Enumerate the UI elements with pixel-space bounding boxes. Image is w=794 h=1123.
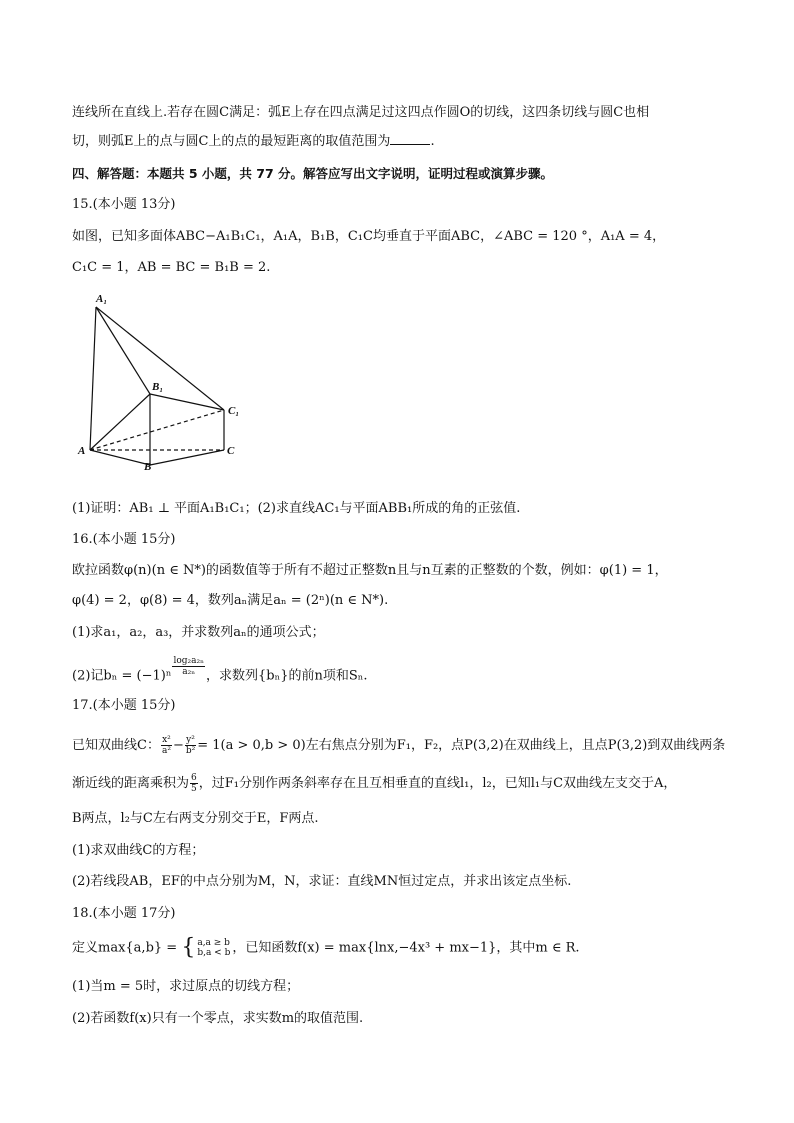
q17-frac-six-fifths <box>190 773 198 794</box>
q16-part-2 <box>72 656 732 685</box>
q17-line-1: 已知双曲线C： $\frac{\text{x²}}{\text{a²}}$ − $\frac{\text{y²}}{\text{b²}}$ = 1(a > 0,b > 0)左右焦点分别为F₁，F₂，点P(3,2)在双曲线上，且点P(3,2)到双曲线两条 <box>72 735 726 756</box>
edge-b1-c1 <box>150 394 224 410</box>
edge-a1-b1 <box>96 307 150 394</box>
q17-frac-five: 5 <box>191 784 197 794</box>
q16-frac-num: log₂a₂ₙ <box>173 656 204 666</box>
q17-part-2: (2)若线段AB，EF的中点分别为M，N，求证：直线MN恒过定点，并求出该定点坐标. <box>72 874 572 889</box>
q18-brace: { <box>181 935 196 960</box>
q17-frac-x-num: x² <box>162 735 171 745</box>
edge-b-c <box>150 450 224 465</box>
polyhedron-figure <box>76 290 246 470</box>
intro-line-2-text: 切，则弧E上的点与圆C上的点的最短距离的取值范围为 <box>72 134 391 149</box>
q16-fraction <box>172 656 205 677</box>
q17-frac-x-den: a² <box>161 746 171 756</box>
q17-line-1-a: 已知双曲线C： <box>72 738 160 753</box>
q16-part-1: (1)求a₁，a₂，a₃，并求数列aₙ的通项公式； <box>72 625 325 640</box>
intro-line-2-end: . <box>430 134 435 149</box>
q17-frac-y-den: b² <box>185 746 196 756</box>
label-a: A <box>78 445 86 457</box>
q16-line-2: φ(4) = 2，φ(8) = 4，数列aₙ满足aₙ = (2ⁿ)(n ∈ N*). <box>72 593 389 608</box>
q16-part-2-a: (2)记bₙ = (−1)ⁿ <box>72 668 172 684</box>
edge-a1-a <box>90 307 96 450</box>
q17-line-2-a: 渐近线的距离乘积为 <box>72 776 190 791</box>
q15-parts: (1)证明：AB₁ ⊥ 平面A₁B₁C₁；(2)求直线AC₁与平面ABB₁所成的角的正弦值. <box>72 501 521 516</box>
q16-line-1: 欧拉函数φ(n)(n ∈ N*)的函数值等于所有不超过正整数n且与n互素的正整数的个数，例如：φ(1) = 1， <box>72 563 668 578</box>
intro-line-1: 连线所在直线上.若存在圆C满足：弧E上存在四点满足过这四点作圆O的切线，这四条切线与圆C也相 <box>72 105 650 120</box>
q17-frac-x <box>161 735 172 756</box>
q17-line-1-b: = 1(a > 0,b > 0)左右焦点分别为F₁，F₂，点P(3,2)在双曲线上，且点P(3,2)到双曲线两条 <box>197 738 726 753</box>
q18-def-a: 定义max{a,b} = <box>72 940 182 956</box>
q18-cases <box>197 938 230 958</box>
q16-frac-den: a₂ₙ <box>182 667 196 677</box>
answer-blank <box>390 132 430 145</box>
q18-def-b: ，已知函数f(x) = max{lnx,−4x³ + mx−1}，其中m ∈ R. <box>232 940 580 956</box>
q17-line-3: B两点，l₂与C左右两支分别交于E，F两点. <box>72 811 319 826</box>
q18-definition <box>72 935 732 960</box>
q15-header: 15.(本小题 13分) <box>72 197 176 212</box>
intro-line-2 <box>72 132 732 151</box>
label-a1: A₁ <box>96 293 108 305</box>
label-b: B <box>144 461 152 470</box>
q16-header: 16.(本小题 15分) <box>72 532 176 547</box>
q17-part-1: (1)求双曲线C的方程； <box>72 843 205 858</box>
edge-a-b <box>90 450 150 465</box>
q17-frac-y-num: y² <box>186 735 195 745</box>
q18-part-2: (2)若函数f(x)只有一个零点，求实数m的取值范围. <box>72 1011 364 1026</box>
q15-line-1: 如图，已知多面体ABC−A₁B₁C₁，A₁A，B₁B，C₁C均垂直于平面ABC，∠ABC = 120 °，A₁A = 4， <box>72 229 666 244</box>
edge-a-c1 <box>90 410 224 450</box>
q16-part-2-b: ，求数列{bₙ}的前n项和Sₙ. <box>206 668 368 684</box>
q17-line-2-b: ，过F₁分别作两条斜率存在且互相垂直的直线l₁，l₂，已知l₁与C双曲线左支交于A， <box>198 776 677 791</box>
label-c1: C₁ <box>228 405 240 417</box>
q17-frac-y <box>185 735 196 756</box>
q18-part-1: (1)当m = 5时，求过原点的切线方程； <box>72 979 300 994</box>
q17-header: 17.(本小题 15分) <box>72 698 176 713</box>
q17-frac-six: 6 <box>191 773 197 783</box>
q17-line-2 <box>72 773 732 794</box>
label-c: C <box>227 445 235 457</box>
edge-a1-c1 <box>96 307 224 410</box>
q18-case-2: b,a < b <box>197 948 231 958</box>
section-heading: 四、解答题：本题共 5 小题，共 77 分。解答应写出文字说明，证明过程或演算步骤。 <box>72 166 554 181</box>
q18-header: 18.(本小题 17分) <box>72 906 176 921</box>
q18-case-1: a,a ≥ b <box>197 938 230 948</box>
label-b1: B₁ <box>152 381 164 393</box>
q15-line-2: C₁C = 1，AB = BC = B₁B = 2. <box>72 260 271 275</box>
